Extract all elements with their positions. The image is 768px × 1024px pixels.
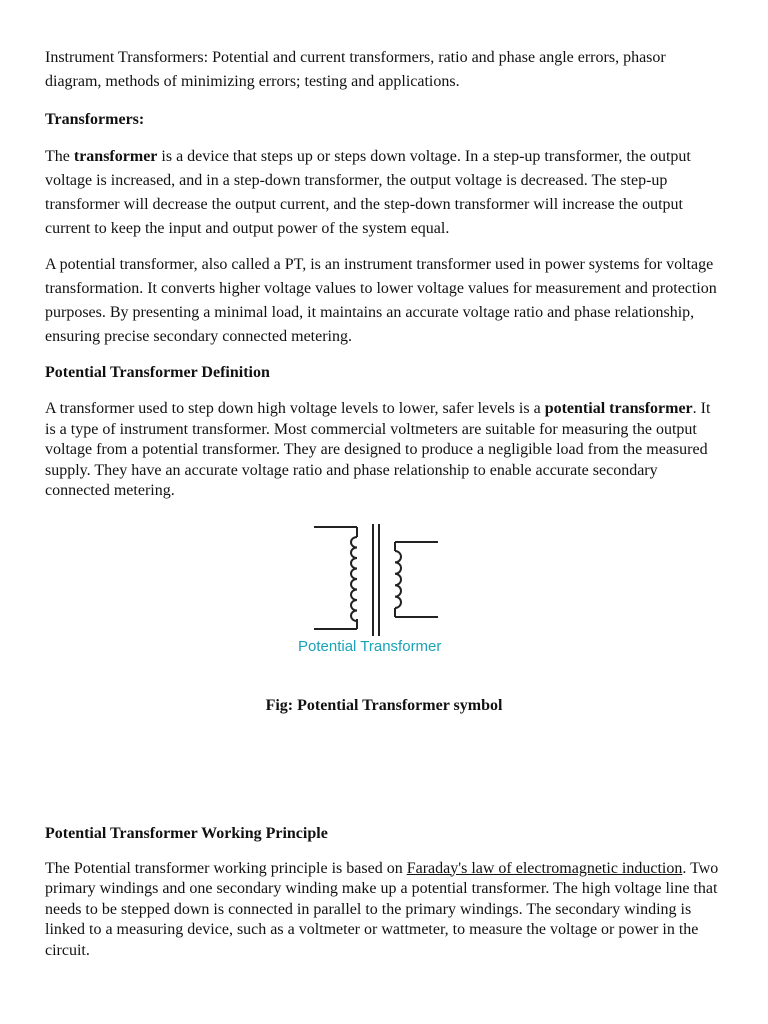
heading-transformers: Transformers: (45, 111, 145, 128)
paragraph-definition-post: . It is a type of instrument transformer. Most commercial voltmeters are suitable for measuring the output voltage from a potential transformer. They are designed to produce a negligible load from the measured supply. They have an accurate voltage ratio and phase relationship to enable accurate secondary connected metering. (45, 400, 711, 499)
document-page (45, 46, 725, 961)
term-potential-transformer: potential transformer (544, 400, 693, 417)
paragraph-working-post: . Two primary windings and one secondary winding make up a potential transformer. The high voltage line that needs to be stepped down is connected in parallel to the primary windings. The secondary winding is linked to a measuring device, such as a voltmeter or wattmeter, to measure the voltage or power in the circuit. (45, 859, 719, 959)
figure-label: Potential Transformer (298, 637, 442, 655)
paragraph-transformer (45, 145, 725, 241)
figure-pt-symbol (45, 524, 725, 706)
paragraph-transformer-post: is a device that steps up or steps down voltage. In a step-up transformer, the output voltage is increased, and in a step-down transformer, the output voltage is decreased. The step-up transformer will decrease the output current, and the step-down transformer will increase the output current to keep the input and output power of the system equal. (45, 148, 691, 237)
paragraph-transformer-pre: The (45, 148, 74, 165)
figure-caption: Fig: Potential Transformer symbol (265, 696, 503, 714)
paragraph-definition (45, 399, 725, 502)
heading-working-principle: Potential Transformer Working Principle (45, 824, 328, 842)
faraday-law-link[interactable]: Faraday's law of electromagnetic induction (406, 859, 683, 877)
intro-paragraph: Instrument Transformers: Potential and current transformers, ratio and phase angle errors, phasor diagram, methods of minimizing errors; testing and applications. (45, 49, 666, 90)
transformer-symbol-icon (307, 524, 447, 636)
paragraph-working-principle (45, 859, 725, 962)
paragraph-pt: A potential transformer, also called a PT, is an instrument transformer used in power systems for voltage transformation. It converts higher voltage values to lower voltage values for measurement and protection purposes. By presenting a minimal load, it maintains an accurate voltage ratio and phase relationship, ensuring precise secondary connected metering. (45, 256, 717, 345)
term-transformer: transformer (73, 148, 158, 165)
paragraph-working-pre: The Potential transformer working principle is based on (45, 859, 407, 877)
heading-definition: Potential Transformer Definition (45, 364, 270, 381)
paragraph-definition-pre: A transformer used to step down high voltage levels to lower, safer levels is a (45, 400, 545, 417)
